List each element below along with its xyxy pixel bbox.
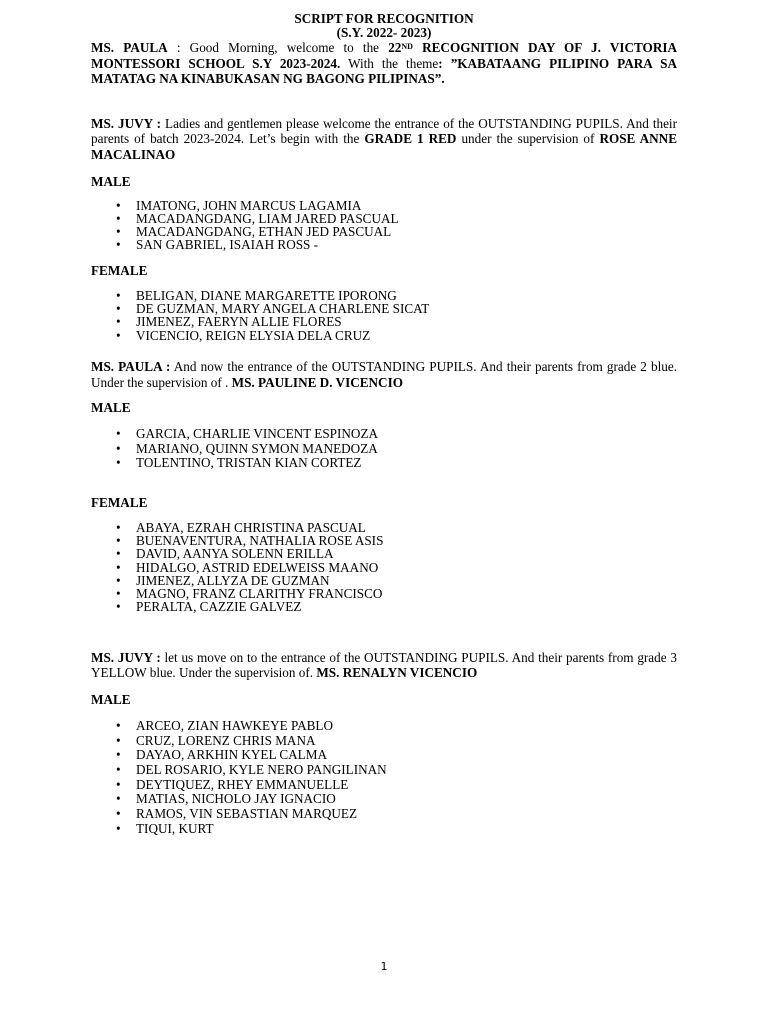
speaker-name: MS. PAULA bbox=[91, 40, 168, 55]
female-heading: FEMALE bbox=[91, 262, 148, 278]
list-item: • HIDALGO, ASTRID EDELWEISS MAANO bbox=[136, 561, 677, 574]
section3-paragraph: MS. JUVY : let us move on to the entrance of the OUTSTANDING PUPILS. And their parents from grade 3 YELLOW blue. Under the supervision of. MS. RENALYN VICENCIO bbox=[91, 649, 677, 681]
list-item: • DEL ROSARIO, KYLE NERO PANGILINAN bbox=[136, 763, 677, 778]
speaker-name: MS. JUVY : bbox=[91, 649, 161, 665]
list-item: • VICENCIO, REIGN ELYSIA DELA CRUZ bbox=[136, 329, 677, 342]
speaker-name: MS. PAULA : bbox=[91, 358, 171, 374]
list-item: • MAGNO, FRANZ CLARITHY FRANCISCO bbox=[136, 587, 677, 600]
list-item: • RAMOS, VIN SEBASTIAN MARQUEZ bbox=[136, 807, 677, 822]
list-item: • JIMENEZ, ALLYZA DE GUZMAN bbox=[136, 574, 677, 587]
speaker-name: MS. JUVY : bbox=[91, 115, 162, 131]
list-item: • BELIGAN, DIANE MARGARETTE IPORONG bbox=[136, 289, 677, 302]
list-item: • MARIANO, QUINN SYMON MANEDOZA bbox=[136, 442, 677, 457]
list-item: • IMATONG, JOHN MARCUS LAGAMIA bbox=[136, 199, 677, 212]
list-item: • CRUZ, LORENZ CHRIS MANA bbox=[136, 734, 677, 749]
list-item: • GARCIA, CHARLIE VINCENT ESPINOZA bbox=[136, 427, 677, 442]
page-number: 1 bbox=[380, 960, 388, 973]
list-item: • DAYAO, ARKHIN KYEL CALMA bbox=[136, 748, 677, 763]
document-page bbox=[91, 12, 677, 837]
male-heading: MALE bbox=[91, 173, 131, 189]
document-title: SCRIPT FOR RECOGNITION bbox=[294, 11, 474, 26]
list-item: • BUENAVENTURA, NATHALIA ROSE ASIS bbox=[136, 534, 677, 547]
list-item: • TOLENTINO, TRISTAN KIAN CORTEZ bbox=[136, 456, 677, 471]
female-list bbox=[91, 289, 677, 342]
male-heading: MALE bbox=[91, 400, 131, 416]
list-item: • DE GUZMAN, MARY ANGELA CHARLENE SICAT bbox=[136, 302, 677, 315]
male-list bbox=[91, 199, 677, 252]
list-item: • ABAYA, EZRAH CHRISTINA PASCUAL bbox=[136, 521, 677, 534]
male-list bbox=[91, 719, 677, 837]
list-item: • MACADANGDANG, ETHAN JED PASCUAL bbox=[136, 225, 677, 238]
list-item: • MATIAS, NICHOLO JAY IGNACIO bbox=[136, 792, 677, 807]
female-list bbox=[91, 521, 677, 614]
list-item: • PERALTA, CAZZIE GALVEZ bbox=[136, 600, 677, 613]
intro-paragraph: MS. PAULA : Good Morning, welcome to the 22ND RECOGNITION DAY OF J. VICTORIA MONTESSORI SCHOOL S.Y 2023-2024. With the theme: ”KABATAANG PILIPINO PARA SA MATATAG NA KINABUKASAN NG BAGONG PILIPINAS”. bbox=[91, 40, 677, 87]
list-item: • ARCEO, ZIAN HAWKEYE PABLO bbox=[136, 719, 677, 734]
male-heading: MALE bbox=[91, 691, 131, 707]
section1-paragraph: MS. JUVY : Ladies and gentlemen please welcome the entrance of the OUTSTANDING PUPILS. And their parents of batch 2023-2024. Let’s begin with the GRADE 1 RED under the supervision of ROSE ANNE MACALINAO bbox=[91, 115, 677, 162]
female-heading: FEMALE bbox=[91, 494, 148, 510]
male-list bbox=[91, 427, 677, 471]
school-year: (S.Y. 2022- 2023) bbox=[336, 25, 432, 40]
section2-paragraph: MS. PAULA : And now the entrance of the OUTSTANDING PUPILS. And their parents from grade 2 blue. Under the supervision of . MS. PAULINE D. VICENCIO bbox=[91, 358, 677, 390]
list-item: • DAVID, AANYA SOLENN ERILLA bbox=[136, 547, 677, 560]
list-item: • JIMENEZ, FAERYN ALLIE FLORES bbox=[136, 315, 677, 328]
list-item: • DEYTIQUEZ, RHEY EMMANUELLE bbox=[136, 778, 677, 793]
list-item: • TIQUI, KURT bbox=[136, 822, 677, 837]
list-item: • SAN GABRIEL, ISAIAH ROSS - bbox=[136, 238, 677, 251]
list-item: • MACADANGDANG, LIAM JARED PASCUAL bbox=[136, 212, 677, 225]
